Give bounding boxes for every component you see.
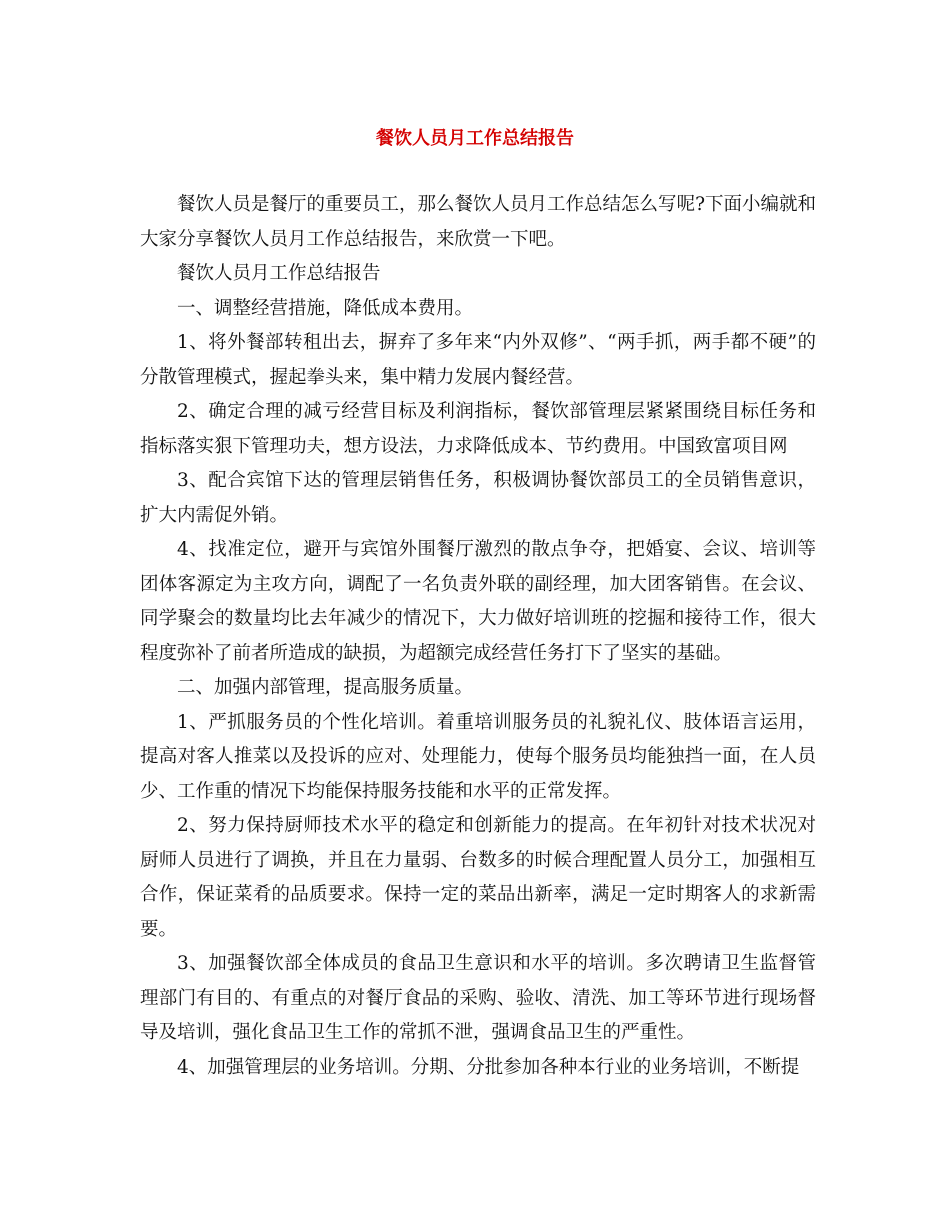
paragraph: 2、确定合理的减亏经营目标及利润指标，餐饮部管理层紧紧围绕目标任务和指标落实狠下管理功夫，想方设法，力求降低成本、节约费用。中国致富项目网 — [140, 401, 816, 457]
paragraph: 4、找准定位，避开与宾馆外围餐厅激烈的散点争夺，把婚宴、会议、培训等团体客源定为主攻方向，调配了一名负责外联的副经理，加大团客销售。在会议、同学聚会的数量均比去年减少的情况下，大力做好培训班的挖掘和接待工作，很大程度弥补了前者所造成的缺损，为超额完成经营任务打下了坚实的基础。 — [140, 539, 816, 664]
paragraph: 3、加强餐饮部全体成员的食品卫生意识和水平的培训。多次聘请卫生监督管理部门有目的、有重点的对餐厅食品的采购、验收、清洗、加工等环节进行现场督导及培训，强化食品卫生工作的常抓不泄，强调食品卫生的严重性。 — [140, 953, 816, 1043]
paragraph: 3、配合宾馆下达的管理层销售任务，积极调协餐饮部员工的全员销售意识，扩大内需促外销。 — [140, 470, 816, 526]
document-body — [140, 188, 816, 1085]
section-heading: 一、调整经营措施，降低成本费用。 — [177, 297, 474, 319]
paragraph: 1、严抓服务员的个性化培训。着重培训服务员的礼貌礼仪、肢体语言运用，提高对客人推菜以及投诉的应对、处理能力，使每个服务员均能独挡一面，在人员少、工作重的情况下均能保持服务技能和水平的正常发挥。 — [140, 711, 816, 802]
document-title: 餐饮人员月工作总结报告 — [376, 128, 574, 149]
paragraph: 4、加强管理层的业务培训。分期、分批参加各种本行业的业务培训，不断提 — [177, 1056, 800, 1078]
paragraph: 餐饮人员是餐厅的重要员工，那么餐饮人员月工作总结怎么写呢?下面小编就和大家分享餐饮人员月工作总结报告，来欣赏一下吧。 — [140, 194, 816, 250]
paragraph: 餐饮人员月工作总结报告 — [177, 263, 381, 284]
paragraph: 1、将外餐部转租出去，摒弃了多年来“内外双修”、“两手抓，两手都不硬”的分散管理模式，握起拳头来，集中精力发展内餐经营。 — [140, 332, 816, 388]
paragraph: 2、努力保持厨师技术水平的稳定和创新能力的提高。在年初针对技术状况对厨师人员进行了调换，并且在力量弱、台数多的时候合理配置人员分工，加强相互合作，保证菜肴的品质要求。保持一定的菜品出新率，满足一定时期客人的求新需要。 — [140, 815, 816, 940]
section-heading: 二、加强内部管理，提高服务质量。 — [177, 677, 474, 698]
